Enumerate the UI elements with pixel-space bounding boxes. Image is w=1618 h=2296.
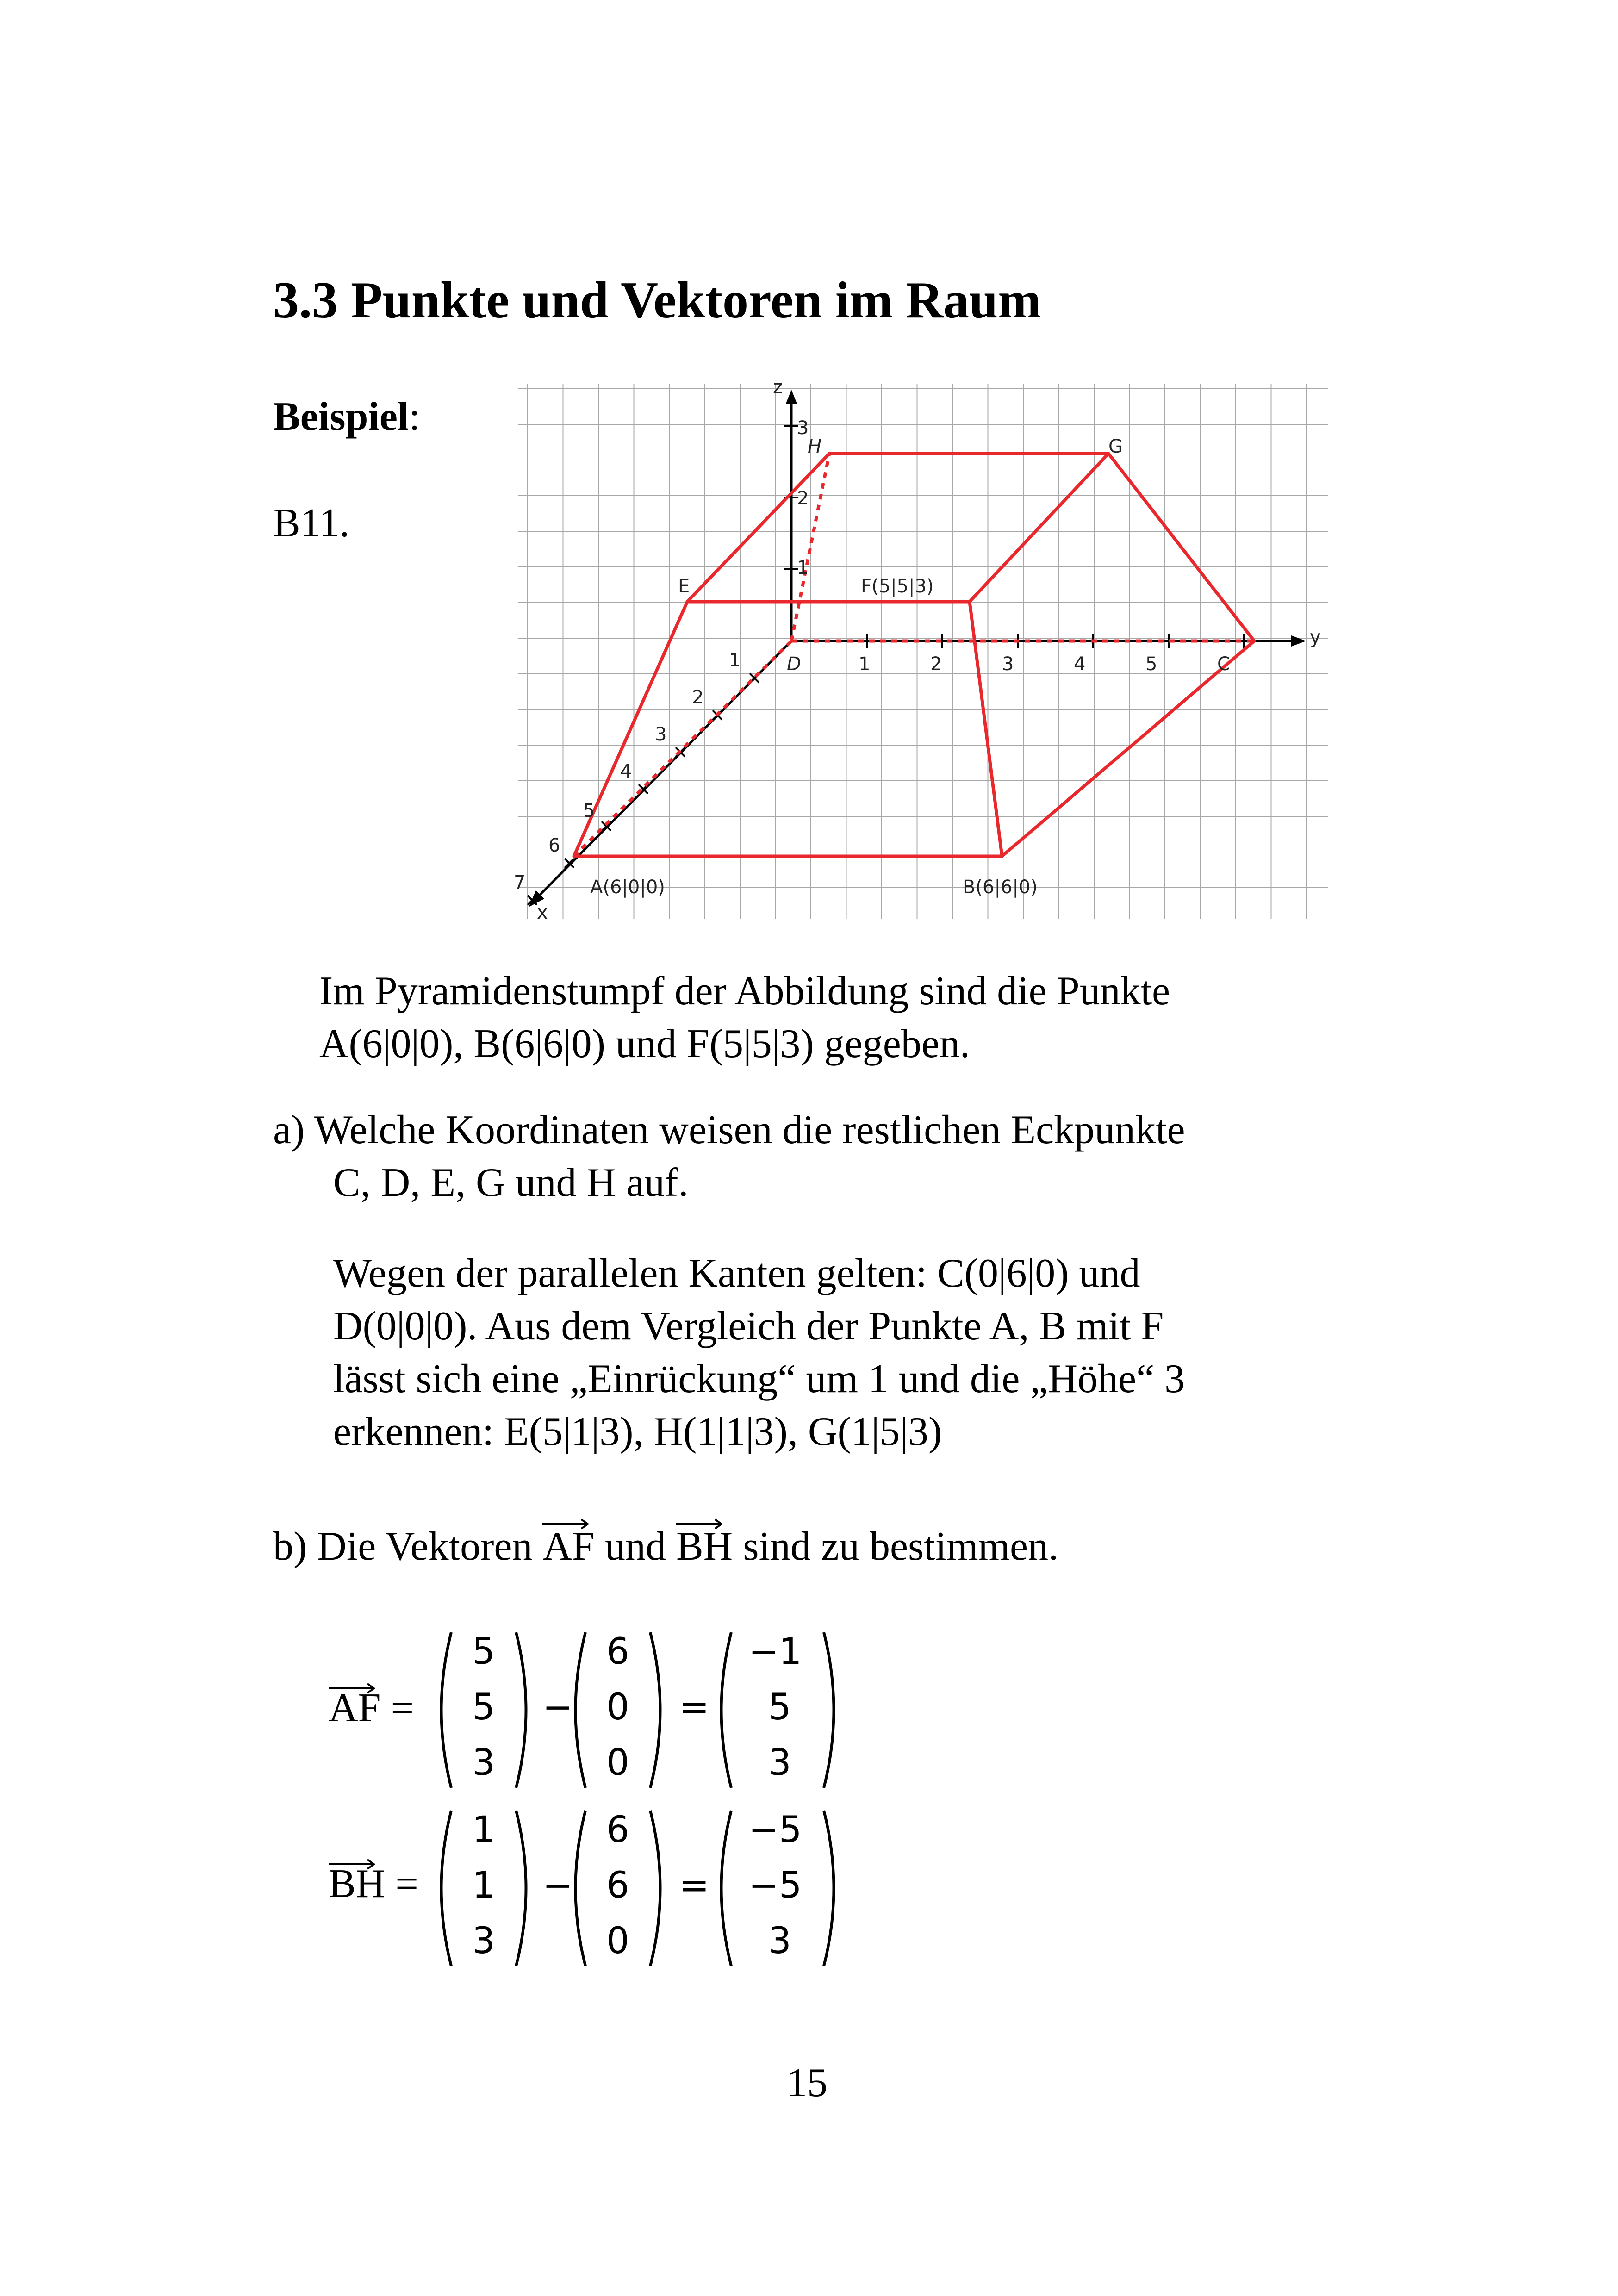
example-label — [273, 393, 420, 440]
point-label-a: A(6|0|0) — [590, 877, 665, 898]
x-tick-label-1: 1 — [729, 650, 741, 671]
z-tick-label-1: 1 — [797, 557, 809, 579]
y-tick-label-3: 3 — [1002, 653, 1014, 675]
answer-a-line: lässt sich eine „Einrückung“ um 1 und die „Höhe“ 3 — [333, 1356, 1185, 1401]
matrix-entry: 1 — [472, 1809, 495, 1851]
matrix-entry: 0 — [606, 1920, 629, 1962]
example-label-colon: : — [409, 394, 420, 439]
vector-arrow-icon — [542, 1518, 589, 1529]
equation-af-lhs — [329, 1685, 414, 1731]
left-paren — [722, 1632, 732, 1788]
point-label-b: B(6|6|0) — [963, 877, 1038, 898]
x-axis-label: x — [537, 902, 548, 923]
intro-line: A(6|0|0), B(6|6|0) und F(5|5|3) gegeben. — [319, 1021, 970, 1066]
y-tick-label-4: 4 — [1074, 653, 1086, 675]
page-number: 15 — [787, 2060, 828, 2105]
intro-paragraph — [319, 965, 1170, 1070]
point-label-f: F(5|5|3) — [861, 576, 934, 597]
equals-sign: = — [679, 1865, 709, 1906]
matrix-entry: 3 — [472, 1742, 495, 1784]
x-tick-label-6: 6 — [548, 835, 560, 856]
vector-af-label: AF — [542, 1524, 595, 1569]
point-label-c: C — [1217, 653, 1230, 675]
matrix-entry: −5 — [748, 1809, 802, 1851]
left-paren — [722, 1811, 732, 1966]
question-a — [273, 1104, 1185, 1209]
y-tick-label-5: 5 — [1145, 653, 1157, 675]
answer-a-line: erkennen: E(5|1|3), H(1|1|3), G(1|5|3) — [333, 1409, 942, 1454]
vector-af — [542, 1520, 595, 1573]
vector-bh — [676, 1520, 733, 1573]
frustum-edge — [1002, 641, 1254, 856]
matrix-entry: 6 — [606, 1631, 629, 1673]
matrix-entry: 3 — [472, 1920, 495, 1962]
right-paren — [824, 1811, 834, 1966]
minus-sign: − — [542, 1686, 573, 1728]
matrix-entry: 0 — [606, 1686, 629, 1728]
vector-bh-label: BH — [676, 1524, 733, 1569]
minus-sign: − — [542, 1865, 573, 1906]
vector-af-label: AF — [329, 1686, 381, 1730]
matrix-entry: 3 — [768, 1742, 791, 1784]
matrix-entry: −1 — [748, 1631, 802, 1673]
task-id: B11. — [273, 501, 350, 546]
matrix-entry: 0 — [606, 1742, 629, 1784]
question-a-line: a) Welche Koordinaten weisen die restlichen Eckpunkte — [273, 1108, 1185, 1152]
frustum-diagram — [514, 380, 1338, 926]
vector-arrow-icon — [676, 1518, 722, 1529]
y-tick-label-1: 1 — [859, 653, 871, 675]
frustum-edge — [970, 454, 1108, 602]
frustum-edge — [1108, 454, 1254, 641]
axis-ticks — [528, 426, 1244, 905]
x-tick-label-7: 7 — [514, 872, 526, 893]
z-axis-arrow — [786, 390, 797, 404]
equation-bh — [435, 1805, 852, 1972]
matrix-entry: 6 — [606, 1865, 629, 1906]
question-b-middle: und — [604, 1524, 666, 1569]
vector-arrow-icon — [329, 1858, 375, 1869]
matrix-entry: 5 — [472, 1631, 495, 1673]
z-tick-label-2: 2 — [797, 488, 809, 509]
y-axis-arrow — [1291, 635, 1306, 647]
x-tick-label-3: 3 — [655, 724, 667, 745]
intro-line: Im Pyramidenstumpf der Abbildung sind die Punkte — [319, 969, 1170, 1014]
question-b-prefix: b) Die Vektoren — [273, 1524, 533, 1569]
left-paren — [576, 1632, 586, 1788]
left-paren — [442, 1632, 452, 1788]
example-label-text: Beispiel — [273, 394, 409, 439]
right-paren — [516, 1632, 526, 1788]
frustum-edge — [687, 454, 829, 602]
vector-bh-label: BH — [329, 1861, 386, 1906]
vector-arrow-icon — [329, 1682, 375, 1693]
y-tick-label-2: 2 — [930, 653, 942, 675]
point-label-d: D — [787, 653, 801, 675]
y-axis-label: y — [1310, 627, 1321, 648]
equation-af — [435, 1627, 852, 1793]
answer-a-line: Wegen der parallelen Kanten gelten: C(0|6|0) und — [333, 1251, 1140, 1296]
point-label-g: G — [1108, 436, 1123, 457]
equals-sign: = — [395, 1861, 418, 1906]
question-b — [273, 1520, 1058, 1573]
right-paren — [516, 1811, 526, 1966]
z-axis-label: z — [773, 380, 783, 398]
question-b-suffix: sind zu bestimmen. — [743, 1524, 1059, 1569]
answer-a — [333, 1247, 1185, 1458]
equals-sign: = — [391, 1686, 414, 1730]
right-paren — [824, 1632, 834, 1788]
z-tick-label-3: 3 — [797, 417, 809, 439]
x-tick-label-4: 4 — [620, 761, 632, 782]
vector-af — [329, 1685, 381, 1731]
equals-sign: = — [679, 1686, 709, 1728]
x-tick-label-2: 2 — [692, 687, 704, 708]
left-paren — [442, 1811, 452, 1966]
left-paren — [576, 1811, 586, 1966]
right-paren — [650, 1632, 660, 1788]
answer-a-line: D(0|0|0). Aus dem Vergleich der Punkte A, B mit F — [333, 1304, 1164, 1349]
matrix-entry: 5 — [768, 1686, 791, 1728]
x-tick-label-5: 5 — [583, 800, 595, 821]
matrix-entry: 1 — [472, 1865, 495, 1906]
point-label-h: H — [808, 436, 822, 457]
equation-bh-lhs — [329, 1860, 418, 1907]
matrix-entry: 5 — [472, 1686, 495, 1728]
frustum-figure — [514, 380, 1338, 926]
right-paren — [650, 1811, 660, 1966]
point-label-e: E — [678, 576, 690, 597]
matrix-entry: 6 — [606, 1809, 629, 1851]
question-a-line: C, D, E, G und H auf. — [333, 1160, 689, 1205]
section-title: 3.3 Punkte und Vektoren im Raum — [273, 272, 1041, 329]
vector-bh — [329, 1860, 385, 1907]
matrix-entry: −5 — [748, 1865, 802, 1906]
matrix-entry: 3 — [768, 1920, 791, 1962]
grid — [518, 384, 1328, 919]
